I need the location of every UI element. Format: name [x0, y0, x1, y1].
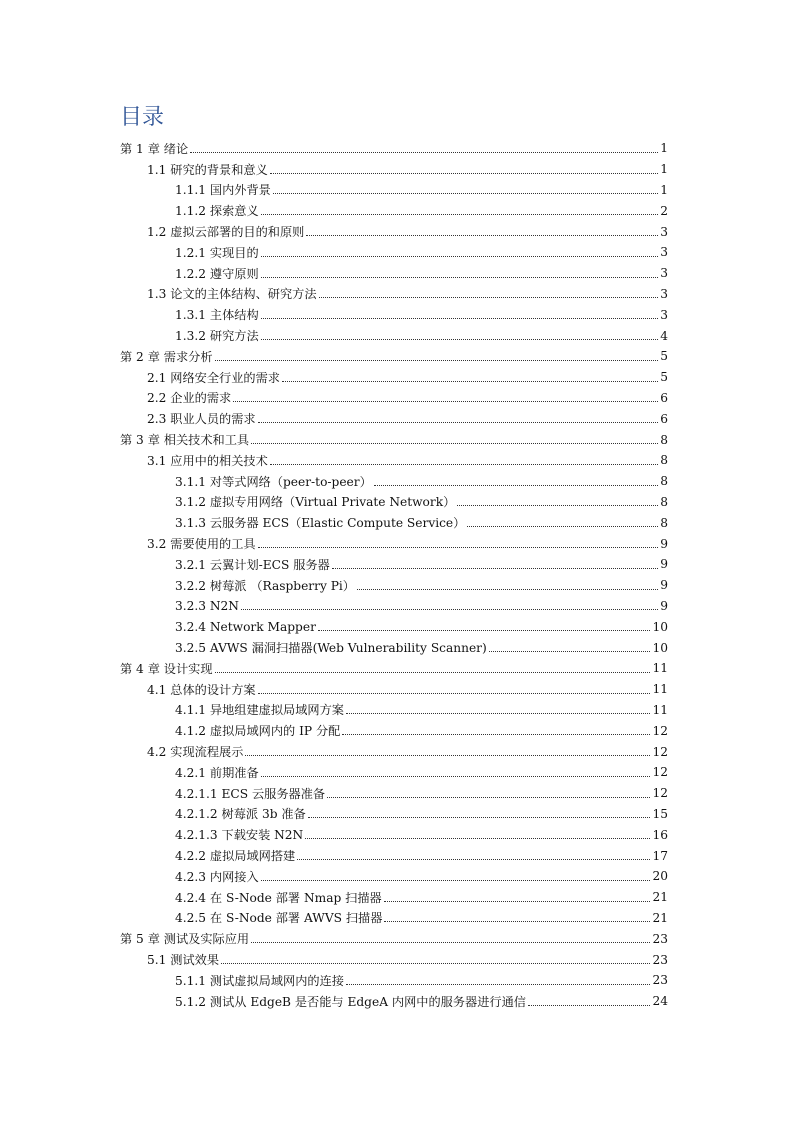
- dot-leader: [357, 589, 658, 590]
- dot-leader: [261, 214, 659, 215]
- toc-entry-label: 4.2.2 虚拟局域网搭建: [175, 849, 296, 864]
- toc-entry-label: 3.2.4 Network Mapper: [175, 619, 316, 634]
- toc-entry-level-1[interactable]: [120, 658, 668, 679]
- toc-entry-page-number: 15: [652, 806, 668, 821]
- toc-entry-label: 4.2.1.2 树莓派 3b 准备: [175, 807, 306, 822]
- toc-entry-page-number: 1: [660, 141, 668, 156]
- toc-entry-label: 4.2.5 在 S-Node 部署 AWVS 扫描器: [175, 911, 383, 926]
- dot-leader: [270, 173, 658, 174]
- toc-entry-label: 3.1.1 对等式网络（peer-to-peer）: [175, 474, 372, 489]
- toc-entry-page-number: 3: [660, 307, 668, 322]
- toc-entry-label: 4.1 总体的设计方案: [147, 682, 256, 697]
- toc-entry-page-number: 3: [660, 245, 668, 260]
- dot-leader: [319, 297, 659, 298]
- toc-entry-page-number: 9: [660, 598, 668, 613]
- toc-entry-level-3[interactable]: [175, 180, 668, 201]
- dot-leader: [258, 547, 659, 548]
- toc-entry-page-number: 9: [660, 536, 668, 551]
- toc-entry-page-number: 11: [652, 682, 668, 697]
- dot-leader: [261, 339, 659, 340]
- toc-entry-level-3[interactable]: [175, 845, 668, 866]
- dot-leader: [282, 381, 658, 382]
- toc-entry-label: 1.3.2 研究方法: [175, 329, 259, 344]
- dot-leader: [261, 880, 651, 881]
- dot-leader: [245, 755, 650, 756]
- toc-entry-level-3[interactable]: [175, 596, 668, 617]
- toc-entry-page-number: 12: [652, 786, 668, 801]
- dot-leader: [270, 464, 658, 465]
- toc-entry-label: 1.1.1 国内外背景: [175, 183, 271, 198]
- toc-entry-page-number: 8: [660, 494, 668, 509]
- dot-leader: [215, 360, 659, 361]
- toc-entry-level-3[interactable]: [175, 970, 668, 991]
- toc-entry-label: 第 2 章 需求分析: [120, 349, 213, 364]
- toc-entry-label: 3.2.5 AVWS 漏洞扫描器(Web Vulnerability Scanner): [175, 641, 487, 656]
- toc-entry-level-2[interactable]: [147, 949, 668, 970]
- toc-entry-label: 3.2 需要使用的工具: [147, 537, 256, 552]
- toc-entry-level-3[interactable]: [175, 492, 668, 513]
- toc-entry-page-number: 1: [660, 182, 668, 197]
- toc-entry-page-number: 3: [660, 286, 668, 301]
- toc-entry-label: 第 5 章 测试及实际应用: [120, 932, 250, 947]
- toc-entry-level-3[interactable]: [175, 512, 668, 533]
- toc-entry-page-number: 9: [660, 557, 668, 572]
- toc-entry-page-number: 12: [652, 723, 668, 738]
- dot-leader: [346, 984, 651, 985]
- dot-leader: [342, 734, 650, 735]
- toc-entry-page-number: 20: [652, 869, 668, 884]
- dot-leader: [261, 318, 659, 319]
- toc-entry-level-3[interactable]: [175, 575, 668, 596]
- toc-entry-level-3[interactable]: [175, 554, 668, 575]
- toc-entry-page-number: 23: [652, 931, 668, 946]
- toc-entry-level-3[interactable]: [175, 200, 668, 221]
- toc-entry-page-number: 12: [652, 765, 668, 780]
- toc-entry-page-number: 12: [652, 744, 668, 759]
- toc-entry-page-number: 8: [660, 515, 668, 530]
- toc-entry-page-number: 24: [652, 994, 668, 1009]
- dot-leader: [241, 609, 658, 610]
- toc-entry-page-number: 23: [652, 973, 668, 988]
- toc-entry-label: 1.2.2 遵守原则: [175, 266, 259, 281]
- toc-entry-page-number: 11: [652, 661, 668, 676]
- toc-entry-label: 2.3 职业人员的需求: [147, 412, 256, 427]
- toc-entry-page-number: 21: [652, 890, 668, 905]
- toc-entry-level-3[interactable]: [175, 242, 668, 263]
- dot-leader: [318, 630, 651, 631]
- toc-entry-level-3[interactable]: [175, 637, 668, 658]
- toc-entry-label: 3.2.2 树莓派 （Raspberry Pi）: [175, 578, 355, 593]
- dot-leader: [346, 713, 651, 714]
- dot-leader: [528, 1005, 651, 1006]
- toc-entry-page-number: 6: [660, 411, 668, 426]
- toc-entry-page-number: 4: [660, 328, 668, 343]
- dot-leader: [221, 963, 650, 964]
- toc-entry-label: 2.2 企业的需求: [147, 391, 232, 406]
- toc-entry-label: 3.2.3 N2N: [175, 598, 239, 613]
- dot-leader: [327, 797, 650, 798]
- dot-leader: [297, 859, 650, 860]
- toc-entry-page-number: 2: [660, 203, 668, 218]
- dot-leader: [384, 901, 651, 902]
- toc-entry-level-3[interactable]: [175, 908, 668, 929]
- toc-entry-level-2[interactable]: [147, 284, 668, 305]
- dot-leader: [305, 838, 650, 839]
- toc-entry-label: 第 1 章 绪论: [120, 141, 189, 156]
- toc-entry-page-number: 5: [660, 370, 668, 385]
- toc-entry-label: 4.2.1.3 下载安装 N2N: [175, 828, 304, 843]
- toc-entry-page-number: 3: [660, 266, 668, 281]
- toc-entry-level-3[interactable]: [175, 304, 668, 325]
- toc-entry-page-number: 8: [660, 432, 668, 447]
- toc-entry-level-3[interactable]: [175, 991, 668, 1012]
- toc-entry-level-3[interactable]: [175, 700, 668, 721]
- toc-entry-label: 1.1.2 探索意义: [175, 204, 259, 219]
- toc-entry-page-number: 3: [660, 224, 668, 239]
- dot-leader: [190, 152, 658, 153]
- dot-leader: [306, 235, 658, 236]
- toc-entry-level-2[interactable]: [147, 741, 668, 762]
- dot-leader: [467, 526, 658, 527]
- toc-entry-label: 4.2.1 前期准备: [175, 765, 259, 780]
- toc-entry-label: 5.1 测试效果: [147, 953, 220, 968]
- toc-entry-label: 3.2.1 云翼计划-ECS 服务器: [175, 557, 330, 572]
- toc-entry-level-3[interactable]: [175, 866, 668, 887]
- dot-leader: [332, 568, 658, 569]
- toc-entry-level-2[interactable]: [147, 388, 668, 409]
- dot-leader: [489, 651, 651, 652]
- toc-entry-page-number: 23: [652, 952, 668, 967]
- toc-entry-page-number: 17: [652, 848, 668, 863]
- toc-entry-level-2[interactable]: [147, 159, 668, 180]
- toc-entry-label: 2.1 网络安全行业的需求: [147, 370, 280, 385]
- toc-entry-level-1[interactable]: [120, 138, 668, 159]
- toc-entry-level-2[interactable]: [147, 450, 668, 471]
- dot-leader: [457, 505, 658, 506]
- toc-entry-label: 1.3 论文的主体结构、研究方法: [147, 287, 317, 302]
- dot-leader: [215, 672, 651, 673]
- toc-entry-label: 4.2.3 内网接入: [175, 869, 259, 884]
- toc-entry-level-3[interactable]: [175, 824, 668, 845]
- toc-entry-level-3[interactable]: [175, 720, 668, 741]
- toc-entry-level-3[interactable]: [175, 263, 668, 284]
- toc-entry-page-number: 21: [652, 910, 668, 925]
- toc-entry-label: 3.1.3 云服务器 ECS（Elastic Compute Service）: [175, 516, 466, 531]
- toc-entry-label: 3.1 应用中的相关技术: [147, 453, 268, 468]
- toc-title: 目录: [120, 105, 165, 130]
- toc-entry-level-3[interactable]: [175, 804, 668, 825]
- toc-entry-level-3[interactable]: [175, 762, 668, 783]
- toc-entry-page-number: 5: [660, 349, 668, 364]
- toc-entry-label: 4.1.2 虚拟局域网内的 IP 分配: [175, 724, 341, 739]
- toc-entry-level-3[interactable]: [175, 887, 668, 908]
- dot-leader: [251, 443, 658, 444]
- toc-entry-page-number: 6: [660, 390, 668, 405]
- toc-entry-level-1[interactable]: [120, 928, 668, 949]
- toc-entry-label: 4.1.1 异地组建虚拟局域网方案: [175, 703, 344, 718]
- toc-entry-level-1[interactable]: [120, 429, 668, 450]
- toc-entry-page-number: 10: [652, 619, 668, 634]
- toc-entry-level-3[interactable]: [175, 616, 668, 637]
- dot-leader: [308, 817, 651, 818]
- toc-entry-label: 1.3.1 主体结构: [175, 308, 259, 323]
- toc-entry-level-2[interactable]: [147, 367, 668, 388]
- toc-entry-page-number: 9: [660, 578, 668, 593]
- dot-leader: [273, 193, 658, 194]
- toc-entry-label: 4.2 实现流程展示: [147, 745, 244, 760]
- toc-entry-label: 3.1.2 虚拟专用网络（Virtual Private Network）: [175, 495, 456, 510]
- toc-entry-level-1[interactable]: [120, 346, 668, 367]
- toc-entry-level-2[interactable]: [147, 408, 668, 429]
- toc-entry-level-3[interactable]: [175, 325, 668, 346]
- dot-leader: [251, 942, 650, 943]
- toc-entry-label: 第 4 章 设计实现: [120, 661, 213, 676]
- toc-entry-page-number: 1: [660, 162, 668, 177]
- dot-leader: [261, 776, 651, 777]
- toc-entry-page-number: 10: [652, 640, 668, 655]
- dot-leader: [261, 256, 659, 257]
- toc-entry-level-3[interactable]: [175, 471, 668, 492]
- dot-leader: [258, 422, 659, 423]
- toc-entry-level-2[interactable]: [147, 533, 668, 554]
- toc-entry-label: 5.1.1 测试虚拟局域网内的连接: [175, 973, 344, 988]
- toc-entry-label: 第 3 章 相关技术和工具: [120, 433, 250, 448]
- dot-leader: [374, 485, 658, 486]
- toc-entry-label: 1.2 虚拟云部署的目的和原则: [147, 225, 305, 240]
- toc-entry-page-number: 11: [652, 702, 668, 717]
- toc-entry-page-number: 8: [660, 453, 668, 468]
- toc-entry-level-2[interactable]: [147, 679, 668, 700]
- toc-entry-label: 1.1 研究的背景和意义: [147, 162, 268, 177]
- toc-entry-level-2[interactable]: [147, 221, 668, 242]
- dot-leader: [384, 921, 650, 922]
- dot-leader: [261, 277, 659, 278]
- toc-entry-page-number: 8: [660, 474, 668, 489]
- toc-entry-label: 4.2.4 在 S-Node 部署 Nmap 扫描器: [175, 890, 382, 905]
- toc-entry-label: 5.1.2 测试从 EdgeB 是否能与 EdgeA 内网中的服务器进行通信: [175, 994, 526, 1009]
- toc-entry-page-number: 16: [652, 827, 668, 842]
- dot-leader: [233, 401, 658, 402]
- toc-entry-label: 1.2.1 实现目的: [175, 245, 259, 260]
- dot-leader: [258, 693, 651, 694]
- toc-entry-label: 4.2.1.1 ECS 云服务器准备: [175, 786, 326, 801]
- toc-entry-level-3[interactable]: [175, 783, 668, 804]
